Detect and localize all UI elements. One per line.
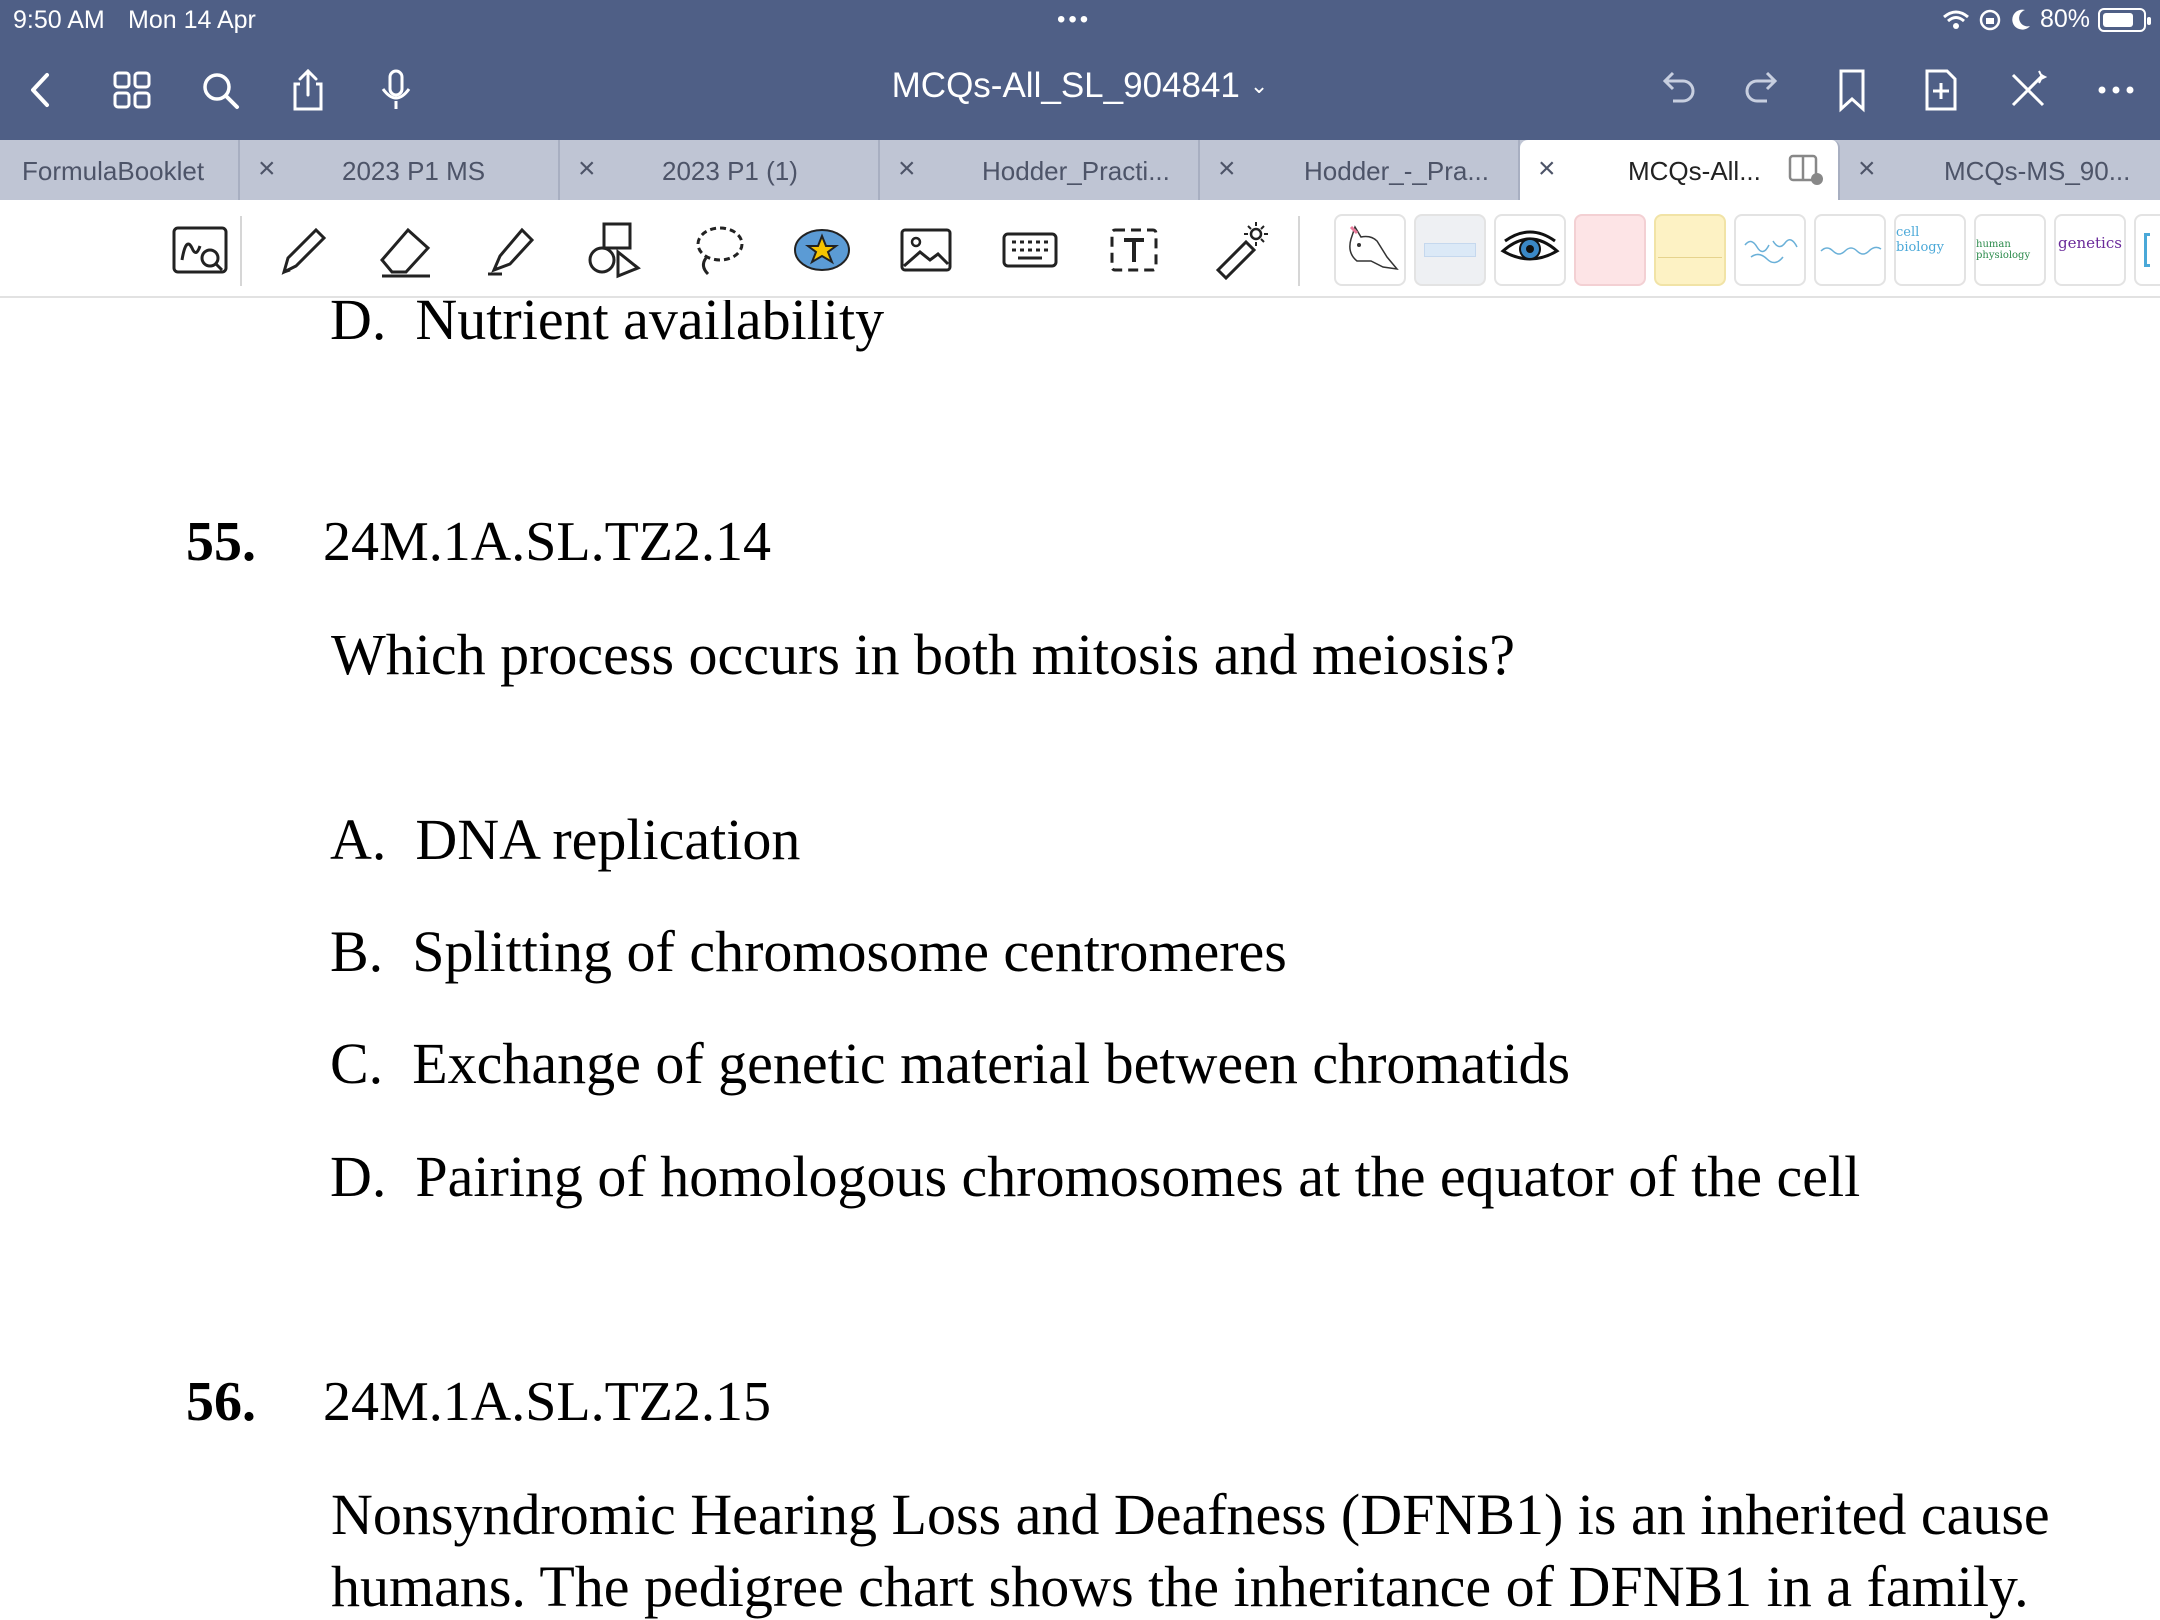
question-55-text: Which process occurs in both mitosis and meiosis? — [331, 622, 1515, 687]
sticker-handwriting-2[interactable] — [1814, 214, 1886, 286]
sticker-text: human physiology — [1976, 239, 2031, 261]
pen-icon[interactable] — [270, 218, 334, 282]
option-letter: B. — [330, 919, 384, 984]
battery-icon — [2098, 8, 2146, 32]
tab-close-icon[interactable]: × — [1218, 152, 1236, 185]
status-date: Mon 14 Apr — [128, 6, 256, 34]
image-icon[interactable] — [894, 218, 958, 282]
question-56-line-1: Nonsyndromic Hearing Loss and Deafness (DFNB1) is an inherited cause — [331, 1482, 2050, 1547]
highlighter-icon[interactable] — [478, 218, 542, 282]
split-view-icon[interactable] — [1788, 154, 1824, 186]
option-letter: D. — [330, 1144, 387, 1209]
tab-label: MCQs-All... — [1628, 156, 1761, 186]
close-toolbar-icon[interactable] — [2000, 62, 2056, 118]
top-chrome — [0, 0, 2160, 140]
tab-label: 2023 P1 (1) — [662, 156, 798, 186]
question-55-id: 24M.1A.SL.TZ2.14 — [323, 511, 771, 573]
sticker-tape[interactable] — [1414, 214, 1486, 286]
sticker-icon[interactable] — [790, 218, 854, 282]
status-time: 9:50 AM — [13, 6, 105, 34]
option-text: DNA replication — [415, 807, 801, 872]
option-text: Nutrient availability — [415, 300, 885, 352]
question-56-number: 56. — [186, 1371, 256, 1433]
bookmark-icon[interactable] — [1824, 62, 1880, 118]
option-a — [330, 806, 800, 873]
option-letter: D. — [330, 300, 387, 352]
tab-formula-booklet[interactable] — [0, 140, 240, 200]
redo-icon[interactable] — [1736, 62, 1792, 118]
option-letter: C. — [330, 1031, 384, 1096]
sticker-human-physiology[interactable] — [1974, 214, 2046, 286]
annotation-toolbar — [0, 200, 2160, 298]
battery-percent: 80% — [2039, 5, 2090, 33]
tape-strip — [1424, 243, 1476, 257]
moon-icon — [2010, 8, 2032, 32]
text-box-icon[interactable] — [1102, 218, 1166, 282]
laser-pointer-icon[interactable] — [1206, 218, 1270, 282]
document-page — [0, 300, 2160, 1620]
tab-close-icon[interactable]: × — [1538, 152, 1556, 185]
tab-hodder-practice[interactable] — [880, 140, 1200, 200]
tab-label: Hodder_-_Pra... — [1304, 156, 1489, 186]
keyboard-icon[interactable] — [998, 218, 1062, 282]
more-icon[interactable] — [2088, 62, 2144, 118]
status-bar — [0, 0, 2160, 40]
sticker-text: cell biology — [1896, 225, 1944, 255]
shapes-icon[interactable] — [582, 218, 646, 282]
tab-label: 2023 P1 MS — [342, 156, 486, 186]
wifi-icon — [1942, 9, 1970, 31]
eraser-icon[interactable] — [374, 218, 438, 282]
option-text: Splitting of chromosome centromeres — [412, 919, 1287, 984]
sticker-handwriting-1[interactable] — [1734, 214, 1806, 286]
tab-mcqs-all[interactable] — [1520, 140, 1840, 200]
sticker-pink-note[interactable] — [1574, 214, 1646, 286]
note-line — [1658, 257, 1722, 258]
option-letter: A. — [330, 807, 387, 872]
sticker-bracket — [2144, 233, 2150, 267]
option-d — [330, 1143, 1860, 1210]
tab-label: MCQs-MS_90... — [1944, 156, 2131, 186]
sticker-cat[interactable] — [1334, 214, 1406, 286]
tab-close-icon[interactable]: × — [258, 152, 276, 185]
sticker-genetics[interactable] — [2054, 214, 2126, 286]
multitasking-dots-icon[interactable]: ••• — [1057, 6, 1092, 33]
chevron-down-icon: ⌄ — [1249, 73, 1269, 98]
option-b — [330, 918, 1287, 985]
orientation-lock-icon — [1978, 8, 2002, 32]
toolbar-divider — [1298, 216, 1300, 286]
toolbar-divider — [240, 216, 242, 286]
tab-hodder-practice-2[interactable] — [1200, 140, 1520, 200]
document-title-text: MCQs-All_SL_904841 — [891, 66, 1240, 105]
tab-label: FormulaBooklet — [22, 156, 205, 186]
sticker-yellow-note[interactable] — [1654, 214, 1726, 286]
question-56-line-2: humans. The pedigree chart shows the inheritance of DFNB1 in a family. — [331, 1554, 2029, 1619]
undo-icon[interactable] — [1648, 62, 1704, 118]
question-56-id: 24M.1A.SL.TZ2.15 — [323, 1371, 771, 1433]
tab-close-icon[interactable]: × — [898, 152, 916, 185]
tab-bar — [0, 140, 2160, 200]
tab-label: Hodder_Practi... — [982, 156, 1170, 186]
tab-2023-p1[interactable] — [560, 140, 880, 200]
lasso-icon[interactable] — [686, 218, 750, 282]
zoom-lasso-icon[interactable] — [168, 218, 232, 282]
option-c — [330, 1030, 1570, 1097]
tab-close-icon[interactable]: × — [1858, 152, 1876, 185]
sticker-cell-biology[interactable] — [1894, 214, 1966, 286]
sticker-partial[interactable] — [2134, 214, 2160, 286]
option-text: Pairing of homologous chromosomes at the equator of the cell — [415, 1144, 1861, 1209]
previous-option-d — [330, 300, 884, 353]
tab-mcqs-ms[interactable] — [1840, 140, 2160, 200]
add-page-icon[interactable] — [1912, 62, 1968, 118]
tab-2023-p1-ms[interactable] — [240, 140, 560, 200]
sticker-eye[interactable] — [1494, 214, 1566, 286]
tab-close-icon[interactable]: × — [578, 152, 596, 185]
question-55-number: 55. — [186, 511, 256, 573]
option-text: Exchange of genetic material between chromatids — [412, 1031, 1571, 1096]
status-right — [1942, 5, 2146, 34]
sticker-text: genetics — [2058, 234, 2122, 252]
